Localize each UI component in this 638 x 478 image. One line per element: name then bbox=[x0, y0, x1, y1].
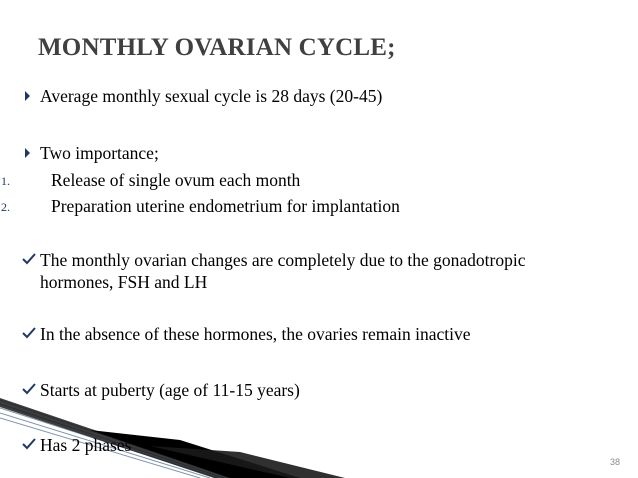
checkmark-icon bbox=[22, 327, 36, 339]
check-text: Starts at puberty (age of 11-15 years) bbox=[40, 380, 300, 400]
check-text: The monthly ovarian changes are completely due to the gonadotropic bbox=[40, 250, 526, 270]
numbered-item-text: Preparation uterine endometrium for implantation bbox=[51, 196, 400, 216]
page-number: 38 bbox=[609, 457, 620, 467]
numbered-item-text: Release of single ovum each month bbox=[51, 170, 301, 190]
checkmark-icon bbox=[22, 383, 36, 395]
triangle-bullet-icon bbox=[25, 148, 30, 158]
page-title: MONTHLY OVARIAN CYCLE; bbox=[38, 34, 396, 61]
check-text: Has 2 phases bbox=[40, 435, 132, 455]
checkmark-icon bbox=[22, 438, 36, 450]
list-number: 1. bbox=[1, 174, 10, 188]
check-text-continuation: hormones, FSH and LH bbox=[40, 272, 208, 292]
bullet-text: Two importance; bbox=[40, 143, 159, 163]
list-number: 2. bbox=[1, 200, 10, 214]
bullet-text: Average monthly sexual cycle is 28 days (20-45) bbox=[40, 86, 383, 106]
checkmark-icon bbox=[22, 253, 36, 265]
triangle-bullet-icon bbox=[25, 91, 30, 101]
check-text: In the absence of these hormones, the ovaries remain inactive bbox=[40, 324, 471, 344]
